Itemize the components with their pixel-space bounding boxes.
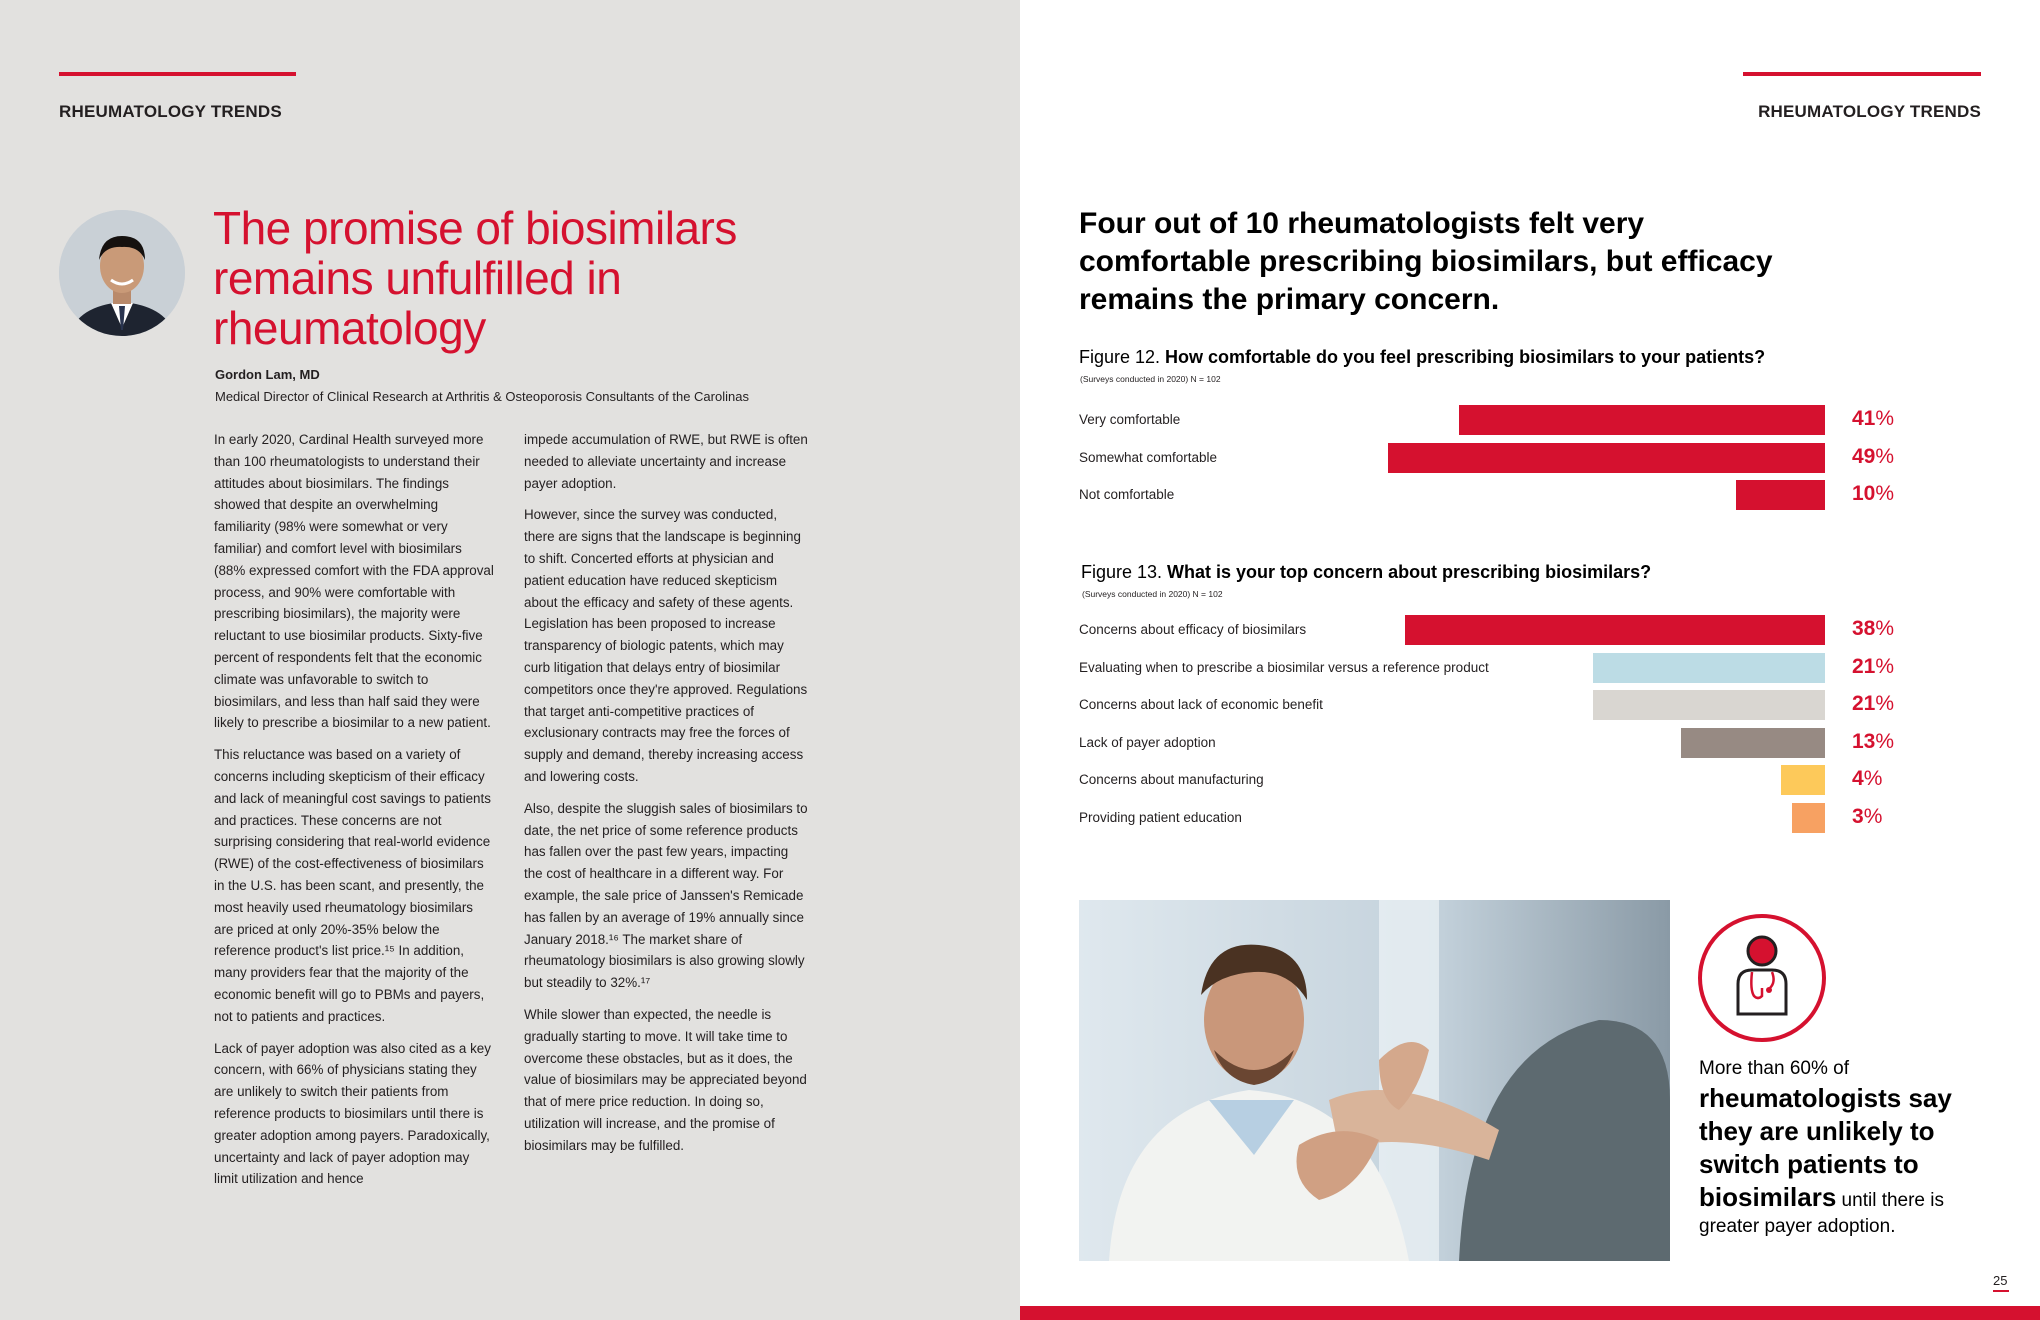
bar-label: Concerns about manufacturing bbox=[1079, 772, 1264, 788]
chart-row bbox=[1079, 653, 1932, 683]
bar bbox=[1781, 765, 1825, 795]
page-number: 25 bbox=[1993, 1273, 2008, 1288]
callout-lead: More than 60% of bbox=[1699, 1058, 1849, 1079]
chart-row bbox=[1079, 480, 1932, 510]
figure-13-title bbox=[1081, 562, 1651, 583]
bar-label: Lack of payer adoption bbox=[1079, 734, 1216, 750]
title-line: rheumatology bbox=[213, 302, 486, 354]
bar bbox=[1681, 728, 1825, 758]
section-label: RHEUMATOLOGY TRENDS bbox=[59, 102, 282, 121]
bar-label: Very comfortable bbox=[1079, 412, 1181, 427]
chart-row bbox=[1079, 690, 1932, 720]
bar-label: Providing patient education bbox=[1079, 810, 1242, 825]
callout-tail: until there is greater payer adoption. bbox=[1699, 1190, 1945, 1237]
callout-text bbox=[1699, 1056, 1989, 1240]
bar-value-label: 4% bbox=[1852, 767, 1883, 791]
body-paragraph: While slower than expected, the needle is gradually starting to move. It will take time to overcome these obstacles, but as it does, the value of biosimilars may be appreciated beyond that of mere price reduction. In doing so, utilization will increase, and the promise of biosimilars may be fulfilled. bbox=[524, 1006, 807, 1153]
bar-value-label: 38% bbox=[1852, 617, 1895, 640]
author-name: Gordon Lam, MD bbox=[215, 367, 320, 382]
chart-row bbox=[1079, 405, 1932, 435]
bar-value-label: 41% bbox=[1852, 407, 1895, 430]
doctor-patient-photo bbox=[1079, 900, 1670, 1261]
figure-12-prefix: Figure 12. bbox=[1079, 347, 1166, 367]
section-label: RHEUMATOLOGY TRENDS bbox=[1758, 102, 1981, 121]
chart-row bbox=[1079, 728, 1932, 758]
bar-value-label: 10% bbox=[1852, 482, 1895, 505]
figure-13-question: What is your top concern about prescribing biosimilars? bbox=[1167, 562, 1652, 582]
physician-icon bbox=[1702, 918, 1822, 1038]
body-paragraph: Lack of payer adoption was also cited as a key concern, with 66% of physicians stating they are unlikely to switch their patients from reference products to biosimilars until there is greater adoption among payers. Paradoxically, uncertainty and lack of payer adoption may limit utilization and hence bbox=[214, 1040, 491, 1187]
figure-12-note: (Surveys conducted in 2020) N = 102 bbox=[1080, 374, 1221, 384]
bar bbox=[1593, 653, 1825, 683]
body-paragraph: However, since the survey was conducted, there are signs that the landscape is beginning to shift. Concerted efforts at physician and patient education have reduced skepticism about the efficacy and safety of these agents. Legislation has been proposed to increase transparency of biologic patents, which may curb litigation that delays entry of biosimilar competitors once they're approved. Regulations that target anti-competitive practices of exclusionary contracts may free the forces of supply and demand, thereby increasing access and lowering costs. bbox=[524, 507, 808, 784]
bar-label: Evaluating when to prescribe a biosimilar versus a reference product bbox=[1079, 659, 1489, 675]
figure-12-title bbox=[1079, 347, 1765, 368]
chart-row bbox=[1079, 615, 1932, 645]
bar-label: Concerns about lack of economic benefit bbox=[1079, 697, 1323, 713]
bar-label: Concerns about efficacy of biosimilars bbox=[1079, 622, 1307, 637]
author-portrait bbox=[59, 210, 185, 336]
body-column-1 bbox=[214, 429, 496, 1200]
article-title bbox=[213, 203, 853, 353]
author-affiliation: Medical Director of Clinical Research at Arthritis & Osteoporosis Consultants of the Carolinas bbox=[215, 389, 749, 404]
headline-line: comfortable prescribing biosimilars, but efficacy bbox=[1079, 245, 1773, 278]
figure-13-note: (Surveys conducted in 2020) N = 102 bbox=[1082, 589, 1223, 599]
bar bbox=[1593, 690, 1825, 720]
body-paragraph: This reluctance was based on a variety of concerns including skepticism of their efficacy and lack of meaningful cost savings to patients and practices. These concerns are not surprising considering that real-world evidence (RWE) of the cost-effectiveness of biosimilars in the U.S. has been scant, and presently, the most heavily used rheumatology biosimilars are priced at only 20%-35% below the reference product's list price.¹⁵ In addition, many providers fear that the majority of the economic benefit will go to PBMs and payers, not to patients and practices. bbox=[214, 747, 491, 1024]
body-paragraph: In early 2020, Cardinal Health surveyed more than 100 rheumatologists to understand their attitudes about biosimilars. The findings showed that despite an overwhelming familiarity (98% were somewhat or very familiar) and comfort level with biosimilars (88% expressed comfort with the FDA approval process, and 90% were comfortable with prescribing biosimilars), the majority were reluctant to use biosimilar products. Sixty-five percent of respondents felt that the economic climate was unfavorable to switch to biosimilars, and less than half said they were likely to prescribe a biosimilar to a new patient. bbox=[214, 432, 494, 731]
page-number-rule bbox=[1993, 1290, 2009, 1292]
body-paragraph: Also, despite the sluggish sales of biosimilars to date, the net price of some reference products has fallen over the past few years, impacting the cost of healthcare in a different way. For example, the sale price of Janssen's Remicade has fallen by an average of 19% annually since January 2018.¹⁶ The market share of rheumatology biosimilars is also growing slowly but steadily to 32%.¹⁷ bbox=[524, 800, 808, 991]
chart-row bbox=[1079, 443, 1932, 473]
body-column-2 bbox=[524, 429, 809, 1167]
bar bbox=[1405, 615, 1825, 645]
body-paragraph: impede accumulation of RWE, but RWE is often needed to alleviate uncertainty and increase payer adoption. bbox=[524, 432, 808, 491]
doctor-stethoscope-icon bbox=[1698, 914, 1826, 1042]
figure-13-prefix: Figure 13. bbox=[1081, 562, 1168, 582]
title-line: The promise of biosimilars bbox=[213, 202, 737, 254]
figure-12-question: How comfortable do you feel prescribing biosimilars to your patients? bbox=[1165, 347, 1766, 367]
author-photo-icon bbox=[59, 210, 185, 336]
title-line: remains unfulfilled in bbox=[213, 252, 622, 304]
bar-value-label: 13% bbox=[1852, 729, 1895, 753]
header-rule bbox=[59, 72, 296, 76]
doctor-examining-wrist-image bbox=[1079, 900, 1670, 1261]
bar bbox=[1792, 803, 1825, 833]
bar bbox=[1459, 405, 1825, 435]
bar-label: Somewhat comfortable bbox=[1079, 449, 1218, 465]
bar-label: Not comfortable bbox=[1079, 487, 1175, 502]
chart-row bbox=[1079, 803, 1932, 833]
bar-value-label: 21% bbox=[1852, 692, 1895, 716]
bar-value-label: 49% bbox=[1852, 444, 1895, 468]
bar-value-label: 3% bbox=[1852, 805, 1883, 828]
chart-row bbox=[1079, 765, 1932, 795]
callout-bold: rheumatologists say they are unlikely to switch patients to biosimilars bbox=[1699, 1083, 1952, 1212]
headline-line: remains the primary concern. bbox=[1079, 283, 1500, 316]
bar-value-label: 21% bbox=[1852, 654, 1895, 678]
headline-line: Four out of 10 rheumatologists felt very bbox=[1079, 207, 1645, 240]
bar bbox=[1736, 480, 1825, 510]
bottom-accent-bar bbox=[1020, 1306, 2040, 1320]
page-headline bbox=[1079, 205, 1839, 319]
header-rule bbox=[1743, 72, 1981, 76]
bar bbox=[1388, 443, 1825, 473]
